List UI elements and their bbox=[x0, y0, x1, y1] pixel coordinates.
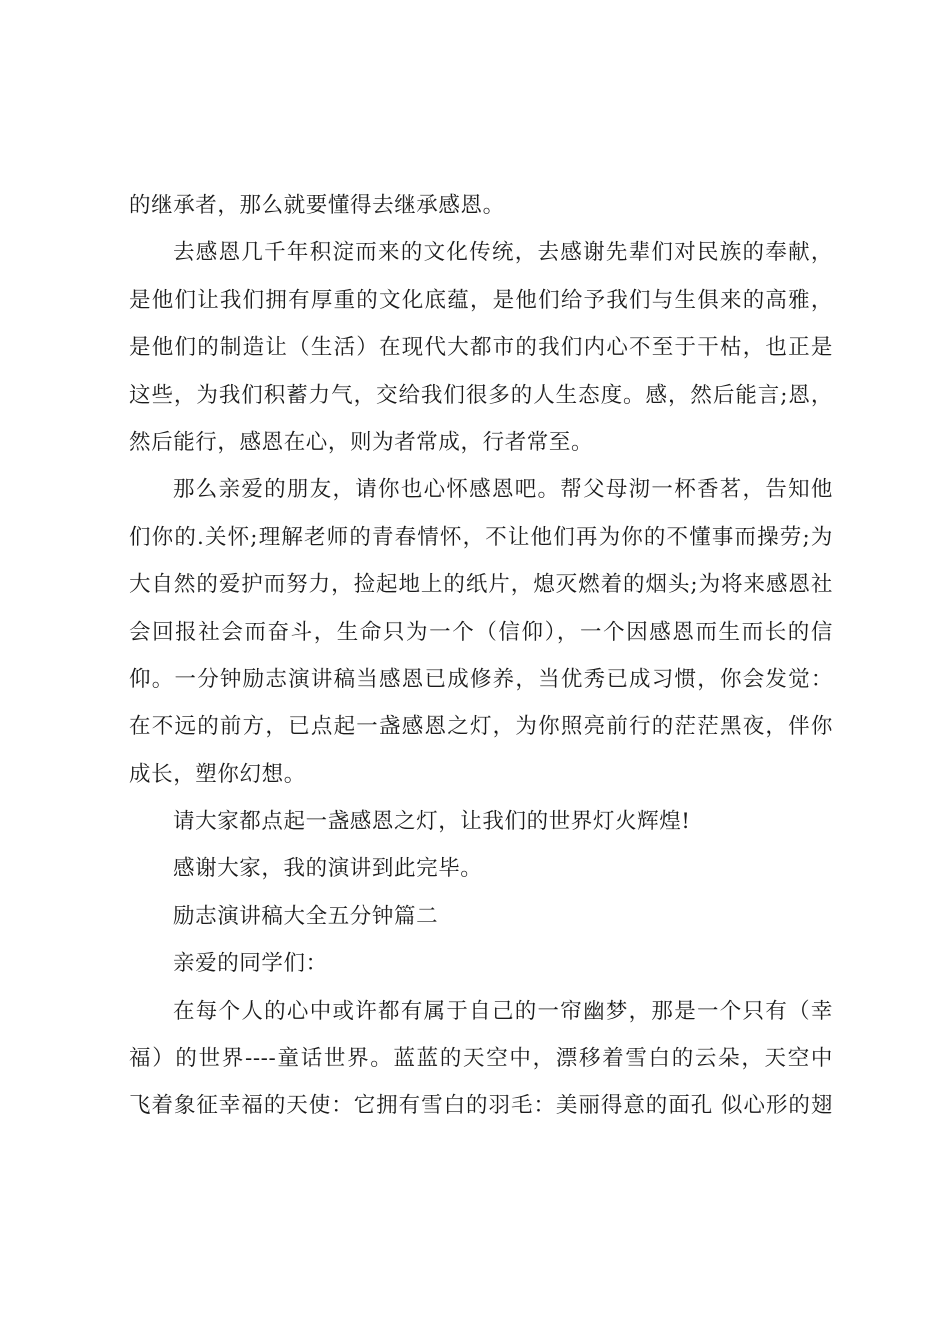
document-body bbox=[129, 182, 833, 1130]
text-line: 福）的世界----童话世界。蓝蓝的天空中，漂移着雪白的云朵，天空中 bbox=[129, 1046, 833, 1072]
section-heading: 励志演讲稿大全五分钟篇二 bbox=[173, 903, 439, 929]
text-line: 请大家都点起一盏感恩之灯，让我们的世界灯火辉煌! bbox=[173, 809, 691, 835]
text-line: 成长，塑你幻想。 bbox=[129, 761, 306, 787]
text-line: 大自然的爱护而努力，捡起地上的纸片，熄灭燃着的烟头;为将来感恩社 bbox=[129, 572, 833, 598]
text-line: 会回报社会而奋斗，生命只为一个（信仰），一个因感恩而生而长的信 bbox=[129, 619, 833, 645]
text-line: 这些，为我们积蓄力气，交给我们很多的人生态度。感，然后能言;恩， bbox=[129, 382, 833, 408]
text-line: 飞着象征幸福的天使：它拥有雪白的羽毛：美丽得意的面孔 似心形的翅 bbox=[129, 1093, 833, 1119]
text-line: 那么亲爱的朋友，请你也心怀感恩吧。帮父母沏一杯香茗，告知他 bbox=[173, 477, 833, 503]
text-line: 是他们的制造让（生活）在现代大都市的我们内心不至于干枯，也正是 bbox=[129, 335, 833, 361]
text-line: 们你的.关怀;理解老师的青春情怀，不让他们再为你的不懂事而操劳;为 bbox=[129, 524, 833, 550]
text-line: 去感恩几千年积淀而来的文化传统，去感谢先辈们对民族的奉献， bbox=[173, 240, 833, 266]
text-line: 然后能行，感恩在心，则为者常成，行者常至。 bbox=[129, 429, 594, 455]
salutation: 亲爱的同学们： bbox=[173, 951, 328, 977]
text-line: 在不远的前方，已点起一盏感恩之灯，为你照亮前行的茫茫黑夜，伴你 bbox=[129, 714, 833, 740]
text-line: 仰。一分钟励志演讲稿当感恩已成修养，当优秀已成习惯，你会发觉： bbox=[129, 666, 833, 692]
text-line: 是他们让我们拥有厚重的文化底蕴，是他们给予我们与生俱来的高雅， bbox=[129, 287, 833, 313]
text-line: 感谢大家，我的演讲到此完毕。 bbox=[173, 856, 483, 882]
text-line: 的继承者，那么就要懂得去继承感恩。 bbox=[129, 193, 505, 218]
text-line: 在每个人的心中或许都有属于自己的一帘幽梦，那是一个只有（幸 bbox=[173, 998, 833, 1024]
